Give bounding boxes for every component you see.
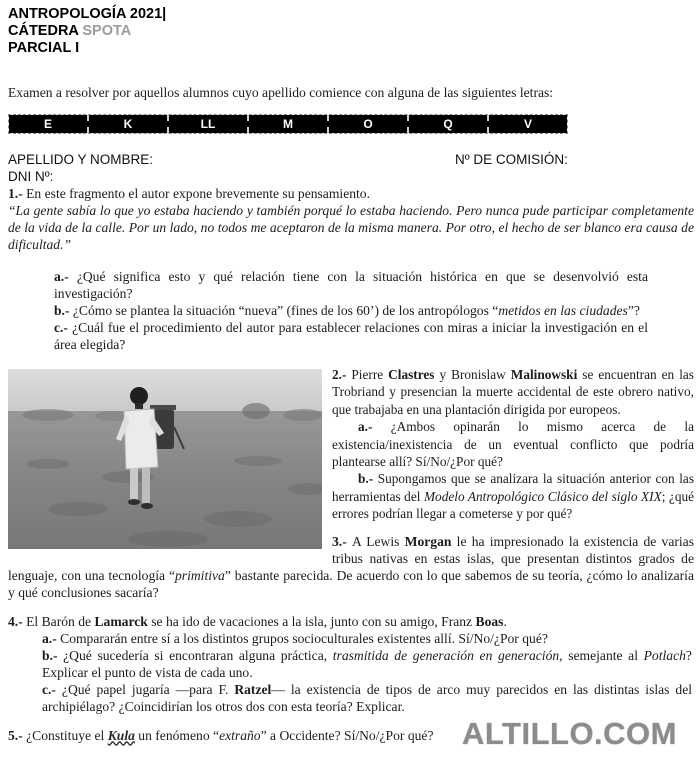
question-4-intro: 4.- El Barón de Lamarck se ha ido de vacaciones a la isla, junto con su amigo, Franz Boas. (8, 613, 507, 629)
letter-cell-v: V (487, 115, 567, 133)
letter-cell-q: Q (407, 115, 487, 133)
question-4-subitems (42, 630, 692, 715)
letter-cell-k: K (87, 115, 167, 133)
question-1-subitems (54, 268, 648, 353)
question-4c: c.- ¿Qué papel jugaría —para F. Ratzel— la existencia de tipos de arco muy parecidos en las distintas islas del archipiélago? ¿Coincidirían los otros dos con esta teoría? Explicar. (42, 681, 692, 714)
catedra-name: SPOTA (82, 23, 132, 39)
question-1 (8, 185, 694, 353)
letters-table (8, 114, 568, 134)
question-1-intro: 1.- En este fragmento el autor expone brevemente su pensamiento. (8, 186, 370, 201)
catedra-label: CÁTEDRA (8, 23, 83, 39)
question-2b: b.- Supongamos que se analizara la situación anterior con las herramientas del Modelo Antropológico Clásico del siglo XIX; ¿qué errores podrían llegar a cometerse y por qué? (332, 471, 695, 522)
apellido-label: APELLIDO Y NOMBRE: (8, 152, 154, 167)
student-form (8, 151, 694, 185)
question-1a: a.- ¿Qué significa esto y qué relación tiene con la situación histórica en que se desenvolvió esta investigación? (54, 269, 648, 301)
page-title: ANTROPOLOGÍA 2021| (8, 6, 167, 22)
question-1c: c.- ¿Cuál fue el procedimiento del autor para establecer relaciones con miras a iniciar la investigación en el área elegida? (54, 320, 648, 352)
question-4a: a.- Compararán entre sí a los distintos grupos socioculturales existentes allí. Sí/No/¿Por qué? (42, 630, 548, 646)
intro-text: Examen a resolver por aquellos alumnos cuyo apellido comience con alguna de las siguientes letras: (8, 85, 554, 100)
altillo-watermark: ALTILLO.COM (462, 716, 677, 751)
question-4b: b.- ¿Qué sucedería si encontraran alguna práctica, trasmitida de generación en generación, semejante al Potlach? Explicar el punto de vista de cada uno. (42, 647, 692, 680)
field-photo (8, 369, 322, 549)
question-2-intro: 2.- Pierre Clastres y Bronislaw Malinowski se encuentran en las Trobriand y presencian la muerte accidental de este obrero nativo, que trabajaba en una plantación dirigida por europeos. (332, 367, 694, 417)
question-5: 5.- ¿Constituye el Kula un fenómeno “extraño” a Occidente? Sí/No/¿Por qué? (8, 727, 434, 743)
question-2-section (8, 366, 694, 601)
comision-label: Nº DE COMISIÓN: (455, 152, 568, 167)
question-4 (8, 613, 694, 715)
letter-cell-ll: LL (167, 115, 247, 133)
question-1b: b.- ¿Cómo se plantea la situación “nueva” (fines de los 60’) de los antropólogos “metidos en las ciudades”? (54, 303, 640, 318)
question-3: 3.- A Lewis Morgan le ha impresionado la existencia de varias tribus nativas en estas islas, que presentan distintos grados de lenguaje, con una tecnología “primitiva” bastante parecida. De acuerdo con lo que sabemos de su teoría, ¿cómo lo analizaría y qué conclusiones sacaría? (8, 533, 694, 600)
document-header (8, 6, 694, 57)
parcial-line: PARCIAL I (8, 40, 80, 56)
letter-cell-o: O (327, 115, 407, 133)
question-1-quote: “La gente sabía lo que yo estaba haciendo y también porqué lo estaba haciendo. Pero nunca pude participar completamente de la vida de la calle. Por un lado, no todos me aceptaron de la misma manera. Por otro, el hecho de ser blanco era causa de dificultad.” (8, 203, 694, 252)
question-2a: a.- ¿Ambos opinarán lo mismo acerca de la existencia/inexistencia de un eventual conflicto que podría plantearse allí? Sí/No/¿Por qué? (332, 419, 694, 470)
letter-cell-m: M (247, 115, 327, 133)
catedra-line (8, 23, 694, 40)
letter-cell-e: E (9, 115, 87, 133)
dni-label: DNI Nº: (8, 169, 54, 184)
